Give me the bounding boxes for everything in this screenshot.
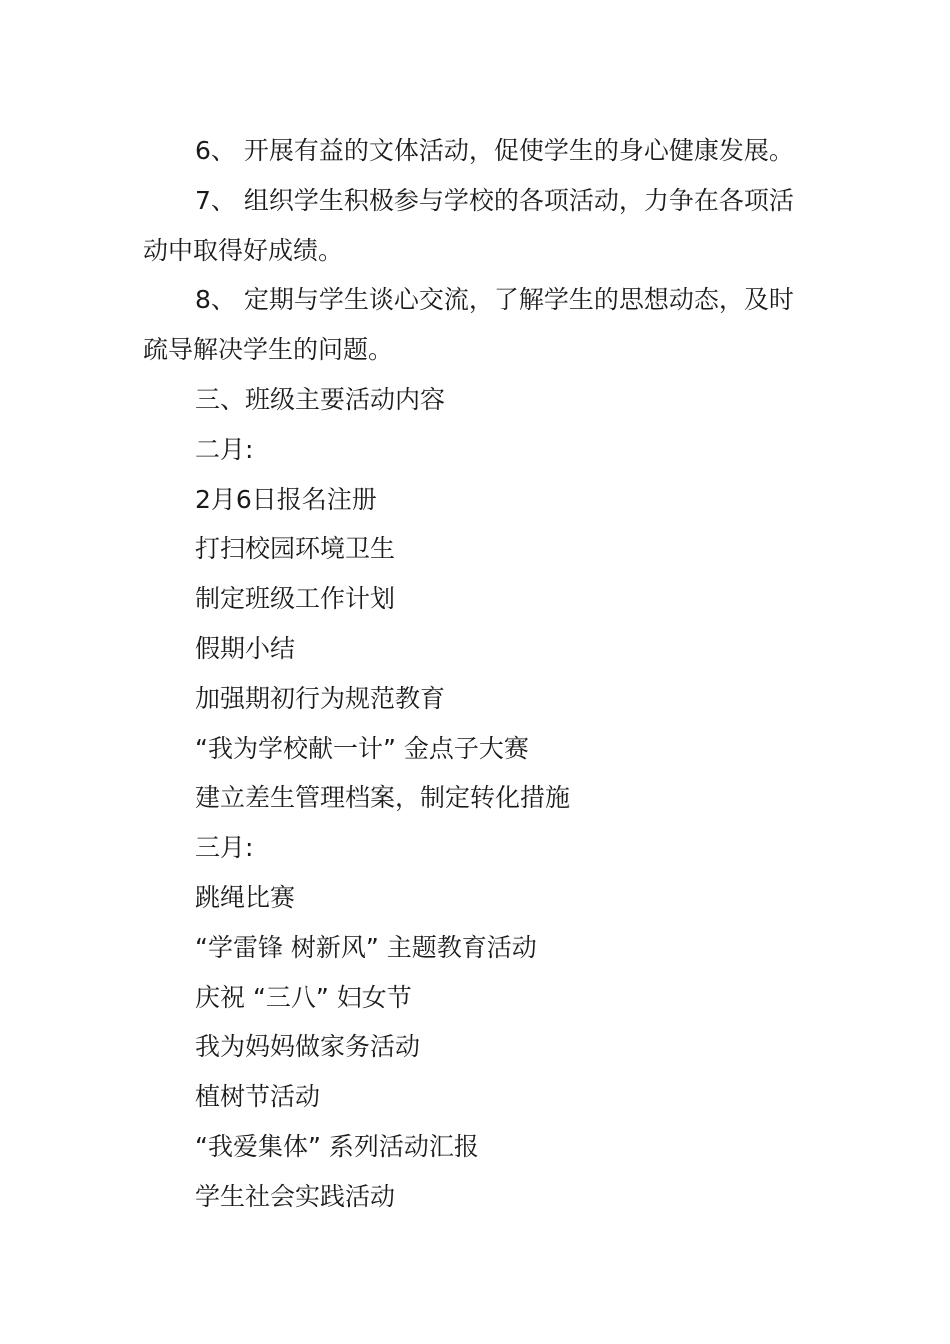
activity-item: 假期小结 bbox=[195, 633, 296, 663]
paragraph-item-8: 8、 定期与学生谈心交流，了解学生的思想动态，及时疏导解决学生的问题。 bbox=[143, 285, 794, 365]
paragraph-item-6: 6、 开展有益的文体活动，促使学生的身心健康发展。 bbox=[195, 136, 794, 165]
month-label-february: 二月: bbox=[195, 434, 254, 464]
activity-item: “我爱集体” 系列活动汇报 bbox=[195, 1131, 479, 1161]
month-label-march: 三月: bbox=[195, 833, 254, 863]
activity-item: 制定班级工作计划 bbox=[195, 584, 396, 614]
document-body bbox=[143, 126, 808, 1222]
paragraph-item-7: 7、 组织学生积极参与学校的各项活动，力争在各项活动中取得好成绩。 bbox=[143, 185, 794, 265]
activity-item: 2月6日报名注册 bbox=[195, 484, 377, 514]
activity-item: 跳绳比赛 bbox=[195, 882, 296, 912]
activity-item: 建立差生管理档案，制定转化措施 bbox=[195, 783, 571, 813]
activity-item: 加强期初行为规范教育 bbox=[195, 683, 446, 713]
activity-item: 学生社会实践活动 bbox=[195, 1181, 396, 1211]
activity-item: 庆祝 “三八” 妇女节 bbox=[195, 982, 412, 1012]
activity-item: “我为学校献一计” 金点子大赛 bbox=[195, 733, 529, 763]
activity-item: 植树节活动 bbox=[195, 1082, 321, 1112]
activity-item: “学雷锋 树新风” 主题教育活动 bbox=[195, 932, 537, 962]
activity-item: 我为妈妈做家务活动 bbox=[195, 1032, 421, 1062]
section-heading: 三、班级主要活动内容 bbox=[195, 384, 446, 414]
activity-item: 打扫校园环境卫生 bbox=[195, 534, 396, 564]
